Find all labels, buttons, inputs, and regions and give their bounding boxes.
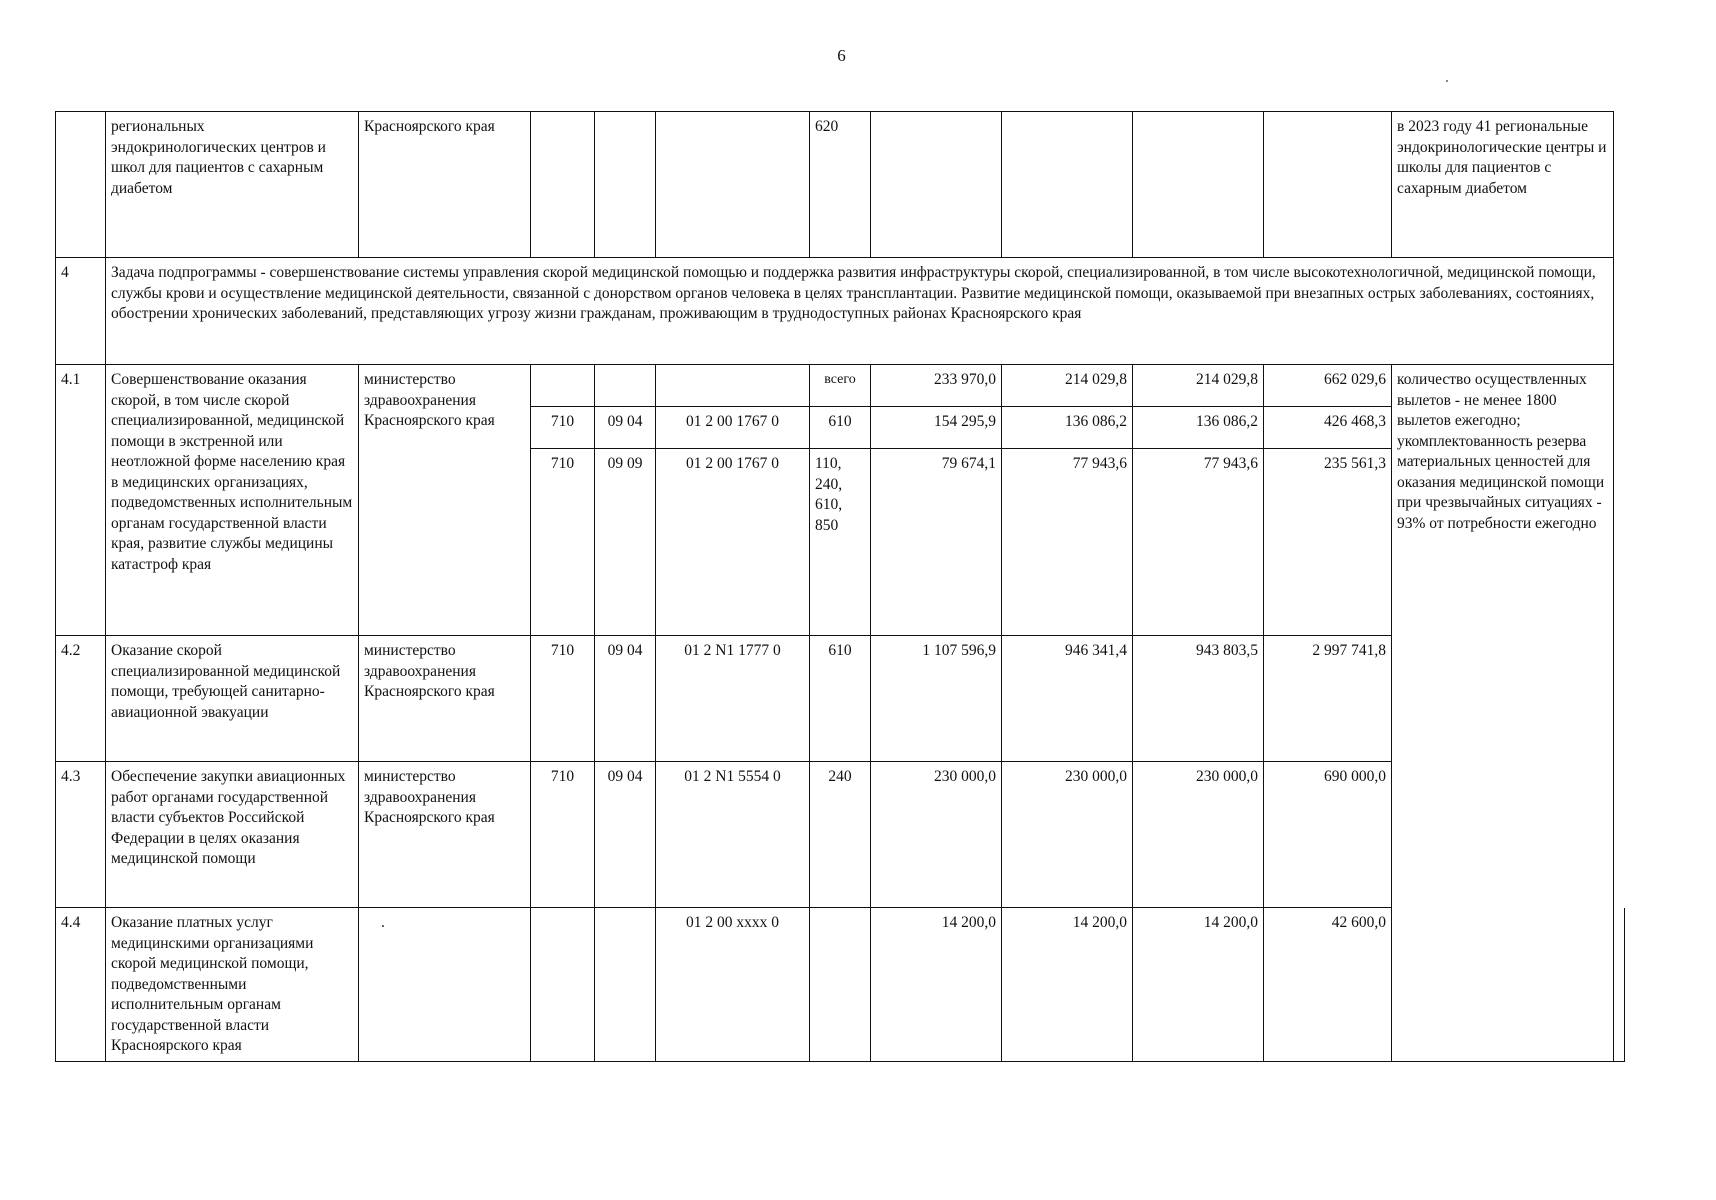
executor-cell: министерство здравоохранения Красноярского края [359,365,531,636]
kvr-cell: 610 [810,407,871,449]
rzpr-cell [595,908,656,1062]
rzpr-cell: 09 04 [595,407,656,449]
year2-cell: 136 086,2 [1002,407,1133,449]
total-cell: 690 000,0 [1264,762,1392,908]
row-number-cell: 4.2 [56,636,106,762]
csr-cell: 01 2 00 1767 0 [656,449,810,636]
table-row [56,636,1625,762]
task-number: 4 [56,258,106,365]
year2-cell: 14 200,0 [1002,908,1133,1062]
indicator-cell: количество осуществленных вылетов - не менее 1800 вылетов ежегодно; укомплектованность резерва материальных ценностей для оказания медицинской помощи при чрезвычайных ситуациях - 93% от потребности ежегодно [1392,365,1614,1062]
kvr-cell [810,908,871,1062]
rzpr-cell: 09 04 [595,636,656,762]
csr-cell [656,112,810,258]
table-row [56,908,1625,1062]
row-number-cell: 4.4 [56,908,106,1062]
executor-cell: . [359,908,531,1062]
total-cell: 426 468,3 [1264,407,1392,449]
year2-cell: 230 000,0 [1002,762,1133,908]
table-row [56,112,1625,258]
year1-cell [871,112,1002,258]
total-cell: 235 561,3 [1264,449,1392,636]
rzpr-cell: 09 09 [595,449,656,636]
csr-cell: 01 2 N1 5554 0 [656,762,810,908]
year3-cell: 77 943,6 [1133,449,1264,636]
rzpr-cell [595,365,656,407]
year3-cell: 943 803,5 [1133,636,1264,762]
year3-cell [1133,112,1264,258]
kvr-cell: 610 [810,636,871,762]
program-table [55,111,1625,1062]
executor-cell: министерство здравоохранения Красноярского края [359,762,531,908]
grbs-cell: 710 [531,762,595,908]
measure-cell: региональных эндокринологических центров и школ для пациентов с сахарным диабетом [106,112,359,258]
grbs-cell: 710 [531,449,595,636]
kvr-cell: 620 [810,112,871,258]
year1-cell: 14 200,0 [871,908,1002,1062]
total-cell: 662 029,6 [1264,365,1392,407]
csr-cell [656,365,810,407]
year3-cell: 214 029,8 [1133,365,1264,407]
grbs-cell [531,908,595,1062]
rzpr-cell [595,112,656,258]
executor-cell: министерство здравоохранения Красноярского края [359,636,531,762]
total-cell [1264,112,1392,258]
grbs-cell: 710 [531,407,595,449]
year1-cell: 1 107 596,9 [871,636,1002,762]
table-row [56,762,1625,908]
rzpr-cell: 09 04 [595,762,656,908]
year1-cell: 79 674,1 [871,449,1002,636]
measure-cell: Оказание платных услуг медицинскими организациями скорой медицинской помощи, подведомственными исполнительным органам государственной власти Красноярского края [106,908,359,1062]
year3-cell: 136 086,2 [1133,407,1264,449]
kvr-cell: всего [810,365,871,407]
grbs-cell [531,112,595,258]
grbs-cell [531,365,595,407]
page-number: 6 [837,46,846,65]
indicator-cell: в 2023 году 41 региональные эндокринологические центры и школы для пациентов с сахарным диабетом [1392,112,1614,258]
kvr-cell: 110, 240, 610, 850 [810,449,871,636]
year2-cell: 946 341,4 [1002,636,1133,762]
executor-cell: Красноярского края [359,112,531,258]
csr-cell: 01 2 N1 1777 0 [656,636,810,762]
csr-cell: 01 2 00 1767 0 [656,407,810,449]
task-text: Задача подпрограммы - совершенствование системы управления скорой медицинской помощью и поддержка развития инфраструктуры скорой, специализированной, в том числе высокотехнологичной, медицинской помощи, службы крови и осуществление медицинской деятельности, связанной с донорством органов человека в целях трансплантации. Развитие медицинской помощи, оказываемой при внезапных острых заболеваниях, состояниях, обострении хронических заболеваний, представляющих угрозу жизни гражданам, проживающим в труднодоступных районах Красноярского края [106,258,1614,365]
task-row [56,258,1625,365]
year3-cell: 14 200,0 [1133,908,1264,1062]
table-row [56,365,1625,407]
measure-cell: Оказание скорой специализированной медицинской помощи, требующей санитарно-авиационной эвакуации [106,636,359,762]
total-cell: 42 600,0 [1264,908,1392,1062]
year2-cell: 214 029,8 [1002,365,1133,407]
grbs-cell: 710 [531,636,595,762]
year1-cell: 230 000,0 [871,762,1002,908]
indicator-cell [1614,908,1625,1062]
row-number-cell: 4.1 [56,365,106,636]
measure-cell: Совершенствование оказания скорой, в том числе скорой специализированной, медицинской помощи в экстренной или неотложной форме населению края в медицинских организациях, подведомственных исполнительным органам государственной власти края, развитие службы медицины катастроф края [106,365,359,636]
year3-cell: 230 000,0 [1133,762,1264,908]
kvr-cell: 240 [810,762,871,908]
measure-cell: Обеспечение закупки авиационных работ органами государственной власти субъектов Российской Федерации в целях оказания медицинской помощи [106,762,359,908]
row-number-cell: 4.3 [56,762,106,908]
year1-cell: 154 295,9 [871,407,1002,449]
scan-speck [1446,80,1448,82]
csr-cell: 01 2 00 xxxx 0 [656,908,810,1062]
total-cell: 2 997 741,8 [1264,636,1392,762]
row-number-cell [56,112,106,258]
year2-cell: 77 943,6 [1002,449,1133,636]
year1-cell: 233 970,0 [871,365,1002,407]
year2-cell [1002,112,1133,258]
